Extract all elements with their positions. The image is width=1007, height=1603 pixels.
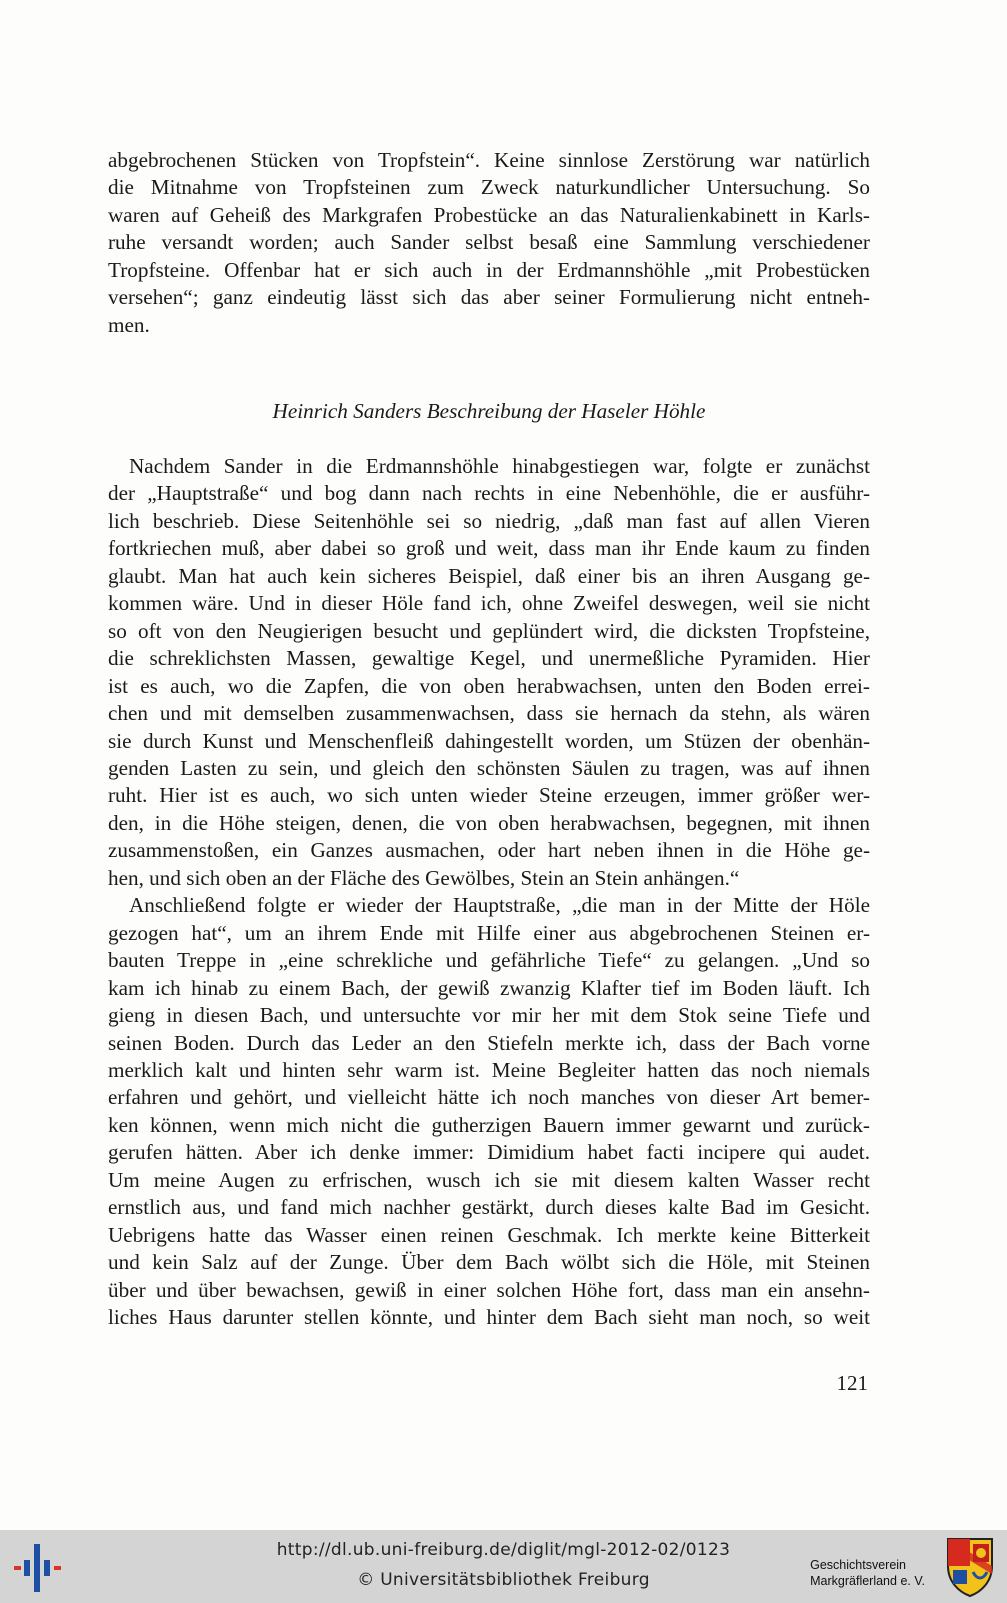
text-line: seinen Boden. Durch das Leder an den Stiefeln merkte ich, dass der Bach vorne	[108, 1030, 870, 1055]
text-line: Uebrigens hatte das Wasser einen reinen Geschmak. Ich merkte keine Bitterkeit	[108, 1222, 870, 1247]
text-line: zusammenstoßen, ein Ganzes ausmachen, oder hart neben ihnen in die Höhe ge-	[108, 838, 870, 863]
text-line: über und über bewachsen, gewiß in einer solchen Höhe fort, dass man ein ansehn-	[108, 1277, 870, 1302]
text-line: die schreklichsten Massen, gewaltige Kegel, und unermeßliche Pyramiden. Hier	[108, 646, 870, 671]
text-line: den, in die Höhe steigen, denen, die von oben herabwachsen, begegnen, mit ihnen	[108, 810, 870, 835]
text-line: Um meine Augen zu erfrischen, wusch ich sie mit diesem kalten Wasser recht	[108, 1167, 870, 1192]
text-line: fortkriechen muß, aber dabei so groß und weit, dass man ihr Ende kaum zu finden	[108, 536, 870, 561]
text-line: Nachdem Sander in die Erdmannshöhle hinabgestiegen war, folgte er zunächst	[129, 454, 870, 478]
text-line: genden Lasten zu sein, und gleich den schönsten Säulen zu tragen, was auf ihnen	[108, 755, 870, 780]
text-line: abgebrochenen Stücken von Tropfstein“. Keine sinnlose Zerstörung war natürlich	[108, 148, 870, 172]
text-line: hen, und sich oben an der Fläche des Gewölbes, Stein an Stein anhängen.“	[108, 865, 740, 890]
society-name-line2: Markgräflerland e. V.	[810, 1574, 925, 1588]
text-line: glaubt. Man hat auch kein sicheres Beispiel, daß einer bis an ihren Ausgang ge-	[108, 563, 870, 588]
text-line: ruhe versandt worden; auch Sander selbst besaß eine Sammlung verschiedener	[108, 230, 870, 255]
page-number: 121	[836, 1371, 868, 1395]
text-line: liches Haus darunter stellen könnte, und hinter dem Bach sieht man noch, so weit	[108, 1305, 870, 1330]
text-line: waren auf Geheiß des Markgrafen Probestücke an das Naturalienkabinett in Karls-	[108, 202, 870, 227]
text-line: kommen wäre. Und in dieser Höle fand ich, ohne Zweifel deswegen, weil sie nicht	[108, 591, 870, 616]
text-line: ist es auch, wo die Zapfen, die von oben herabwachsen, unten den Boden errei-	[108, 673, 870, 698]
text-line: merklich kalt und hinten sehr warm ist. Meine Begleiter hatten das noch niemals	[108, 1057, 870, 1082]
text-line: ernstlich aus, und fand mich nachher gestärkt, durch dieses kalte Bad im Gesicht.	[108, 1195, 870, 1220]
text-line: kam ich hinab zu einem Bach, der gewiß zwanzig Klafter tief im Boden läuft. Ich	[108, 975, 870, 1000]
text-line: Anschließend folgte er wieder der Hauptstraße, „die man in der Mitte der Höle	[129, 893, 870, 918]
text-line: bauten Treppe in „eine schrekliche und gefährliche Tiefe“ zu gelangen. „Und so	[108, 948, 870, 973]
viewer-footer	[0, 1530, 1007, 1603]
coat-of-arms-icon	[945, 1536, 995, 1598]
text-line: ken können, wenn mich nicht die gutherzigen Bauern immer gewarnt und zurück-	[108, 1112, 870, 1137]
paragraph-continuation	[108, 147, 870, 339]
society-name	[810, 1557, 925, 1589]
text-line: men.	[108, 312, 150, 337]
text-line: sie durch Kunst und Menschenfleiß dahingestellt worden, um Stüzen der obenhän-	[108, 728, 870, 753]
text-line: gieng in diesen Bach, und untersuchte vor mir her mit dem Stok seine Tiefe und	[108, 1003, 870, 1028]
text-line: so oft von den Neugierigen besucht und geplündert wird, die dicksten Tropfsteine,	[108, 618, 870, 643]
text-line: lich beschrieb. Diese Seitenhöhle sei so niedrig, „daß man fast auf allen Vieren	[108, 508, 870, 533]
text-line: und kein Salz auf der Zunge. Über dem Bach wölbt sich die Höle, mit Steinen	[108, 1250, 870, 1275]
text-line: chen und mit demselben zusammenwachsen, dass sie hernach da stehn, als wären	[108, 701, 870, 726]
copyright-notice: © Universitätsbibliothek Freiburg	[357, 1570, 650, 1590]
text-line: gerufen hätten. Aber ich denke immer: Dimidium habet facti incipere qui audet.	[108, 1140, 870, 1165]
section-heading: Heinrich Sanders Beschreibung der Haseler Höhle	[272, 399, 706, 423]
text-line: gezogen hat“, um an ihrem Ende mit Hilfe einer aus abgebrochenen Steinen er-	[108, 920, 870, 945]
society-name-line1: Geschichtsverein	[810, 1558, 906, 1572]
text-line: der „Hauptstraße“ und bog dann nach rechts in eine Nebenhöhle, die er ausführ-	[108, 481, 870, 506]
section-body	[108, 453, 870, 1332]
text-line: ruht. Hier ist es auch, wo sich unten wieder Steine erzeugen, immer größer wer-	[108, 783, 870, 808]
text-line: Tropfsteine. Offenbar hat er sich auch in der Erdmannshöhle „mit Probestücken	[108, 257, 870, 282]
permalink-url[interactable]: http://dl.ub.uni-freiburg.de/diglit/mgl-2012-02/0123	[276, 1540, 731, 1560]
text-line: erfahren und gehört, und vielleicht hätte ich noch manches von dieser Art bemer-	[108, 1085, 870, 1110]
text-line: die Mitnahme von Tropfsteinen zum Zweck naturkundlicher Untersuchung. So	[108, 175, 870, 200]
text-line: versehen“; ganz eindeutig lässt sich das aber seiner Formulierung nicht entneh-	[108, 285, 870, 310]
